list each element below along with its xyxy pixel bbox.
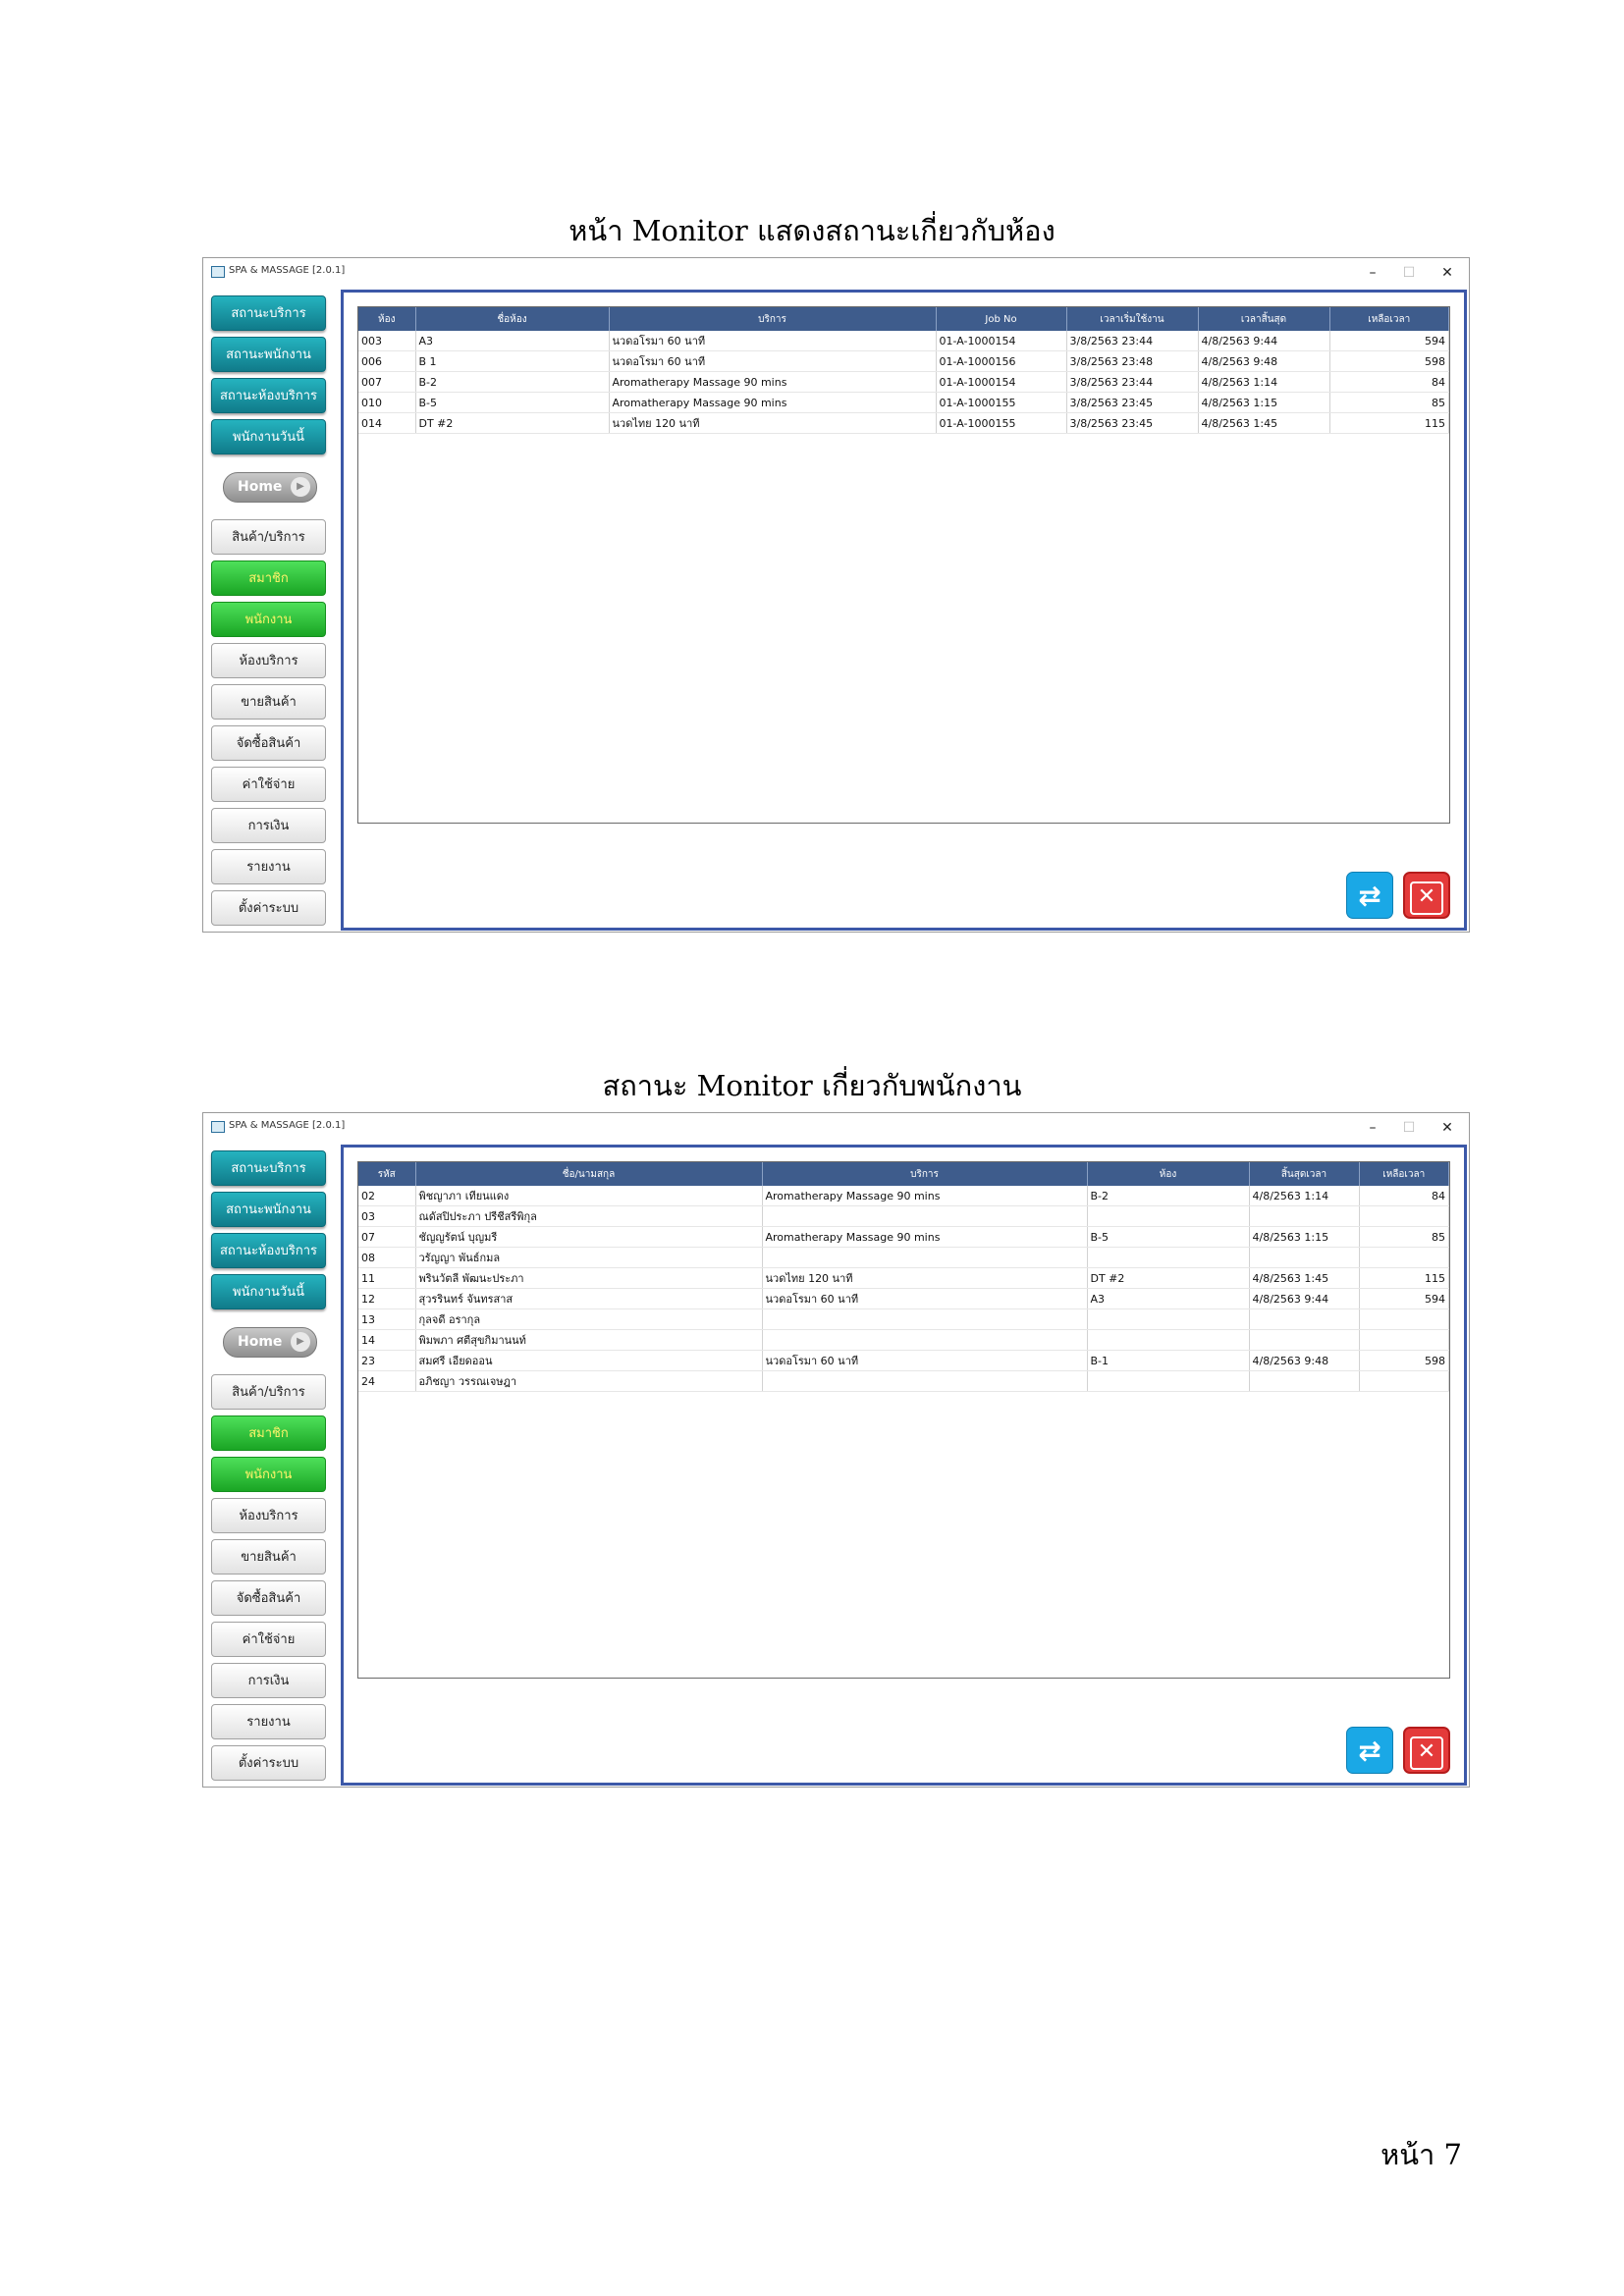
table-cell: 01-A-1000155 xyxy=(936,393,1066,413)
table-cell: 85 xyxy=(1329,393,1449,413)
table-row[interactable] xyxy=(358,1268,1449,1289)
table-cell: 12 xyxy=(358,1289,415,1309)
table-cell: Aromatherapy Massage 90 mins xyxy=(609,393,936,413)
table-cell: 13 xyxy=(358,1309,415,1330)
table-cell: 84 xyxy=(1359,1186,1449,1206)
table-cell: 4/8/2563 1:14 xyxy=(1198,372,1329,393)
refresh-button[interactable] xyxy=(1346,872,1393,919)
home-label: Home xyxy=(238,479,283,495)
table-cell xyxy=(1087,1248,1249,1268)
table-cell: B 1 xyxy=(415,351,609,372)
content-panel xyxy=(341,290,1467,931)
table-row[interactable] xyxy=(358,1351,1449,1371)
table-cell: 14 xyxy=(358,1330,415,1351)
table-cell: 07 xyxy=(358,1227,415,1248)
table-cell: Aromatherapy Massage 90 mins xyxy=(762,1227,1087,1248)
sidebar-item-purchasing[interactable]: จัดซื้อสินค้า xyxy=(211,725,326,761)
table-cell: 4/8/2563 9:44 xyxy=(1249,1289,1359,1309)
table-cell: 4/8/2563 9:48 xyxy=(1198,351,1329,372)
table-cell: 014 xyxy=(358,413,415,434)
table-cell: นวดไทย 120 นาที xyxy=(609,413,936,434)
app-window-staff-monitor xyxy=(202,1112,1470,1788)
table-cell xyxy=(1249,1206,1359,1227)
table-cell: Aromatherapy Massage 90 mins xyxy=(762,1186,1087,1206)
close-icon: ✕ xyxy=(1410,1736,1443,1770)
table-cell: 598 xyxy=(1359,1351,1449,1371)
window-close-button[interactable]: ✕ xyxy=(1441,1120,1453,1136)
table-cell xyxy=(1249,1248,1359,1268)
table-row[interactable] xyxy=(358,1309,1449,1330)
caption-staff-monitor: สถานะ Monitor เกี่ยวกับพนักงาน xyxy=(602,1069,1022,1102)
sidebar-item-staff-today[interactable]: พนักงานวันนี้ xyxy=(211,1274,326,1309)
table-cell: 594 xyxy=(1359,1289,1449,1309)
table-cell: B-2 xyxy=(1087,1186,1249,1206)
page-number: หน้า 7 xyxy=(1380,2138,1462,2171)
table-cell: 4/8/2563 1:45 xyxy=(1249,1268,1359,1289)
sidebar-item-products[interactable]: สินค้า/บริการ xyxy=(211,519,326,555)
table-cell: ชัญญรัตน์ บุญมรี xyxy=(415,1227,762,1248)
column-header[interactable]: เวลาสิ้นสุด xyxy=(1198,307,1329,331)
table-cell: 594 xyxy=(1329,331,1449,351)
maximize-button[interactable]: ☐ xyxy=(1402,265,1416,281)
table-cell: B-1 xyxy=(1087,1351,1249,1371)
caption-room-monitor: หน้า Monitor แสดงสถานะเกี่ยวกับห้อง xyxy=(568,214,1056,247)
column-header[interactable]: ชื่อห้อง xyxy=(415,307,609,331)
window-close-button[interactable]: ✕ xyxy=(1441,265,1453,281)
table-header-row xyxy=(358,1162,1449,1186)
column-header[interactable]: เวลาเริ่มใช้งาน xyxy=(1066,307,1198,331)
table-row[interactable] xyxy=(358,351,1449,372)
maximize-button[interactable]: ☐ xyxy=(1402,1120,1416,1136)
table-cell: 01-A-1000156 xyxy=(936,351,1066,372)
table-cell xyxy=(1249,1371,1359,1392)
sidebar-item-members[interactable]: สมาชิก xyxy=(211,561,326,596)
table-cell: 03 xyxy=(358,1206,415,1227)
table-cell: นวดอโรมา 60 นาที xyxy=(609,331,936,351)
table-cell: พิมพภา ศตีสุขกิมานนท์ xyxy=(415,1330,762,1351)
title-bar xyxy=(203,258,1469,288)
table-cell xyxy=(1087,1309,1249,1330)
sidebar-item-sales[interactable]: ขายสินค้า xyxy=(211,1539,326,1575)
table-cell: 01-A-1000154 xyxy=(936,331,1066,351)
table-row[interactable] xyxy=(358,1371,1449,1392)
table-cell xyxy=(762,1330,1087,1351)
sidebar-item-room-status[interactable]: สถานะห้องบริการ xyxy=(211,1233,326,1268)
table-cell: พรินวัตลี พัฒนะประภา xyxy=(415,1268,762,1289)
table-header-row xyxy=(358,307,1449,331)
table-row[interactable] xyxy=(358,1248,1449,1268)
table-cell xyxy=(762,1248,1087,1268)
home-label: Home xyxy=(238,1334,283,1350)
table-row[interactable] xyxy=(358,331,1449,351)
data-grid xyxy=(357,1161,1450,1679)
minimize-button[interactable]: – xyxy=(1369,1120,1377,1136)
data-grid xyxy=(357,306,1450,824)
sidebar-item-employees[interactable]: พนักงาน xyxy=(211,1457,326,1492)
table-cell: DT #2 xyxy=(415,413,609,434)
table-cell: B-5 xyxy=(1087,1227,1249,1248)
column-header[interactable]: ห้อง xyxy=(358,307,415,331)
table-cell: 3/8/2563 23:45 xyxy=(1066,413,1198,434)
table-cell: 007 xyxy=(358,372,415,393)
home-button[interactable] xyxy=(223,472,317,503)
sidebar-item-room-status[interactable]: สถานะห้องบริการ xyxy=(211,378,326,413)
table-cell: พิชญาภา เทียนแดง xyxy=(415,1186,762,1206)
table-cell: 4/8/2563 1:45 xyxy=(1198,413,1329,434)
table-cell xyxy=(1359,1371,1449,1392)
table-cell: 4/8/2563 9:44 xyxy=(1198,331,1329,351)
sidebar-item-staff-status[interactable]: สถานะพนักงาน xyxy=(211,337,326,372)
app-icon xyxy=(211,1121,225,1133)
sidebar-item-expenses[interactable]: ค่าใช้จ่าย xyxy=(211,1622,326,1657)
table-cell: 85 xyxy=(1359,1227,1449,1248)
table-cell: 24 xyxy=(358,1371,415,1392)
table-cell: สมศรี เอียดออน xyxy=(415,1351,762,1371)
refresh-button[interactable] xyxy=(1346,1727,1393,1774)
close-button[interactable] xyxy=(1403,872,1450,919)
sidebar-item-reports[interactable]: รายงาน xyxy=(211,849,326,884)
sidebar-item-staff-status[interactable]: สถานะพนักงาน xyxy=(211,1192,326,1227)
table-cell xyxy=(1249,1309,1359,1330)
table-cell: 010 xyxy=(358,393,415,413)
table-row[interactable] xyxy=(358,1227,1449,1248)
table-cell: DT #2 xyxy=(1087,1268,1249,1289)
close-button[interactable] xyxy=(1403,1727,1450,1774)
play-arrow-icon: ▶ xyxy=(291,1332,310,1352)
table-cell xyxy=(1359,1248,1449,1268)
window-title: SPA & MASSAGE [2.0.1] xyxy=(229,1120,346,1131)
sidebar-item-members[interactable]: สมาชิก xyxy=(211,1415,326,1451)
sidebar-item-sales[interactable]: ขายสินค้า xyxy=(211,684,326,720)
table-cell: กุลจดี อรากุล xyxy=(415,1309,762,1330)
table-cell: 3/8/2563 23:44 xyxy=(1066,372,1198,393)
table-row[interactable] xyxy=(358,1206,1449,1227)
content-panel xyxy=(341,1145,1467,1786)
table-cell xyxy=(1359,1330,1449,1351)
table-cell xyxy=(762,1206,1087,1227)
play-arrow-icon: ▶ xyxy=(291,477,310,497)
table-row[interactable] xyxy=(358,393,1449,413)
table-row[interactable] xyxy=(358,372,1449,393)
column-header[interactable]: บริการ xyxy=(609,307,936,331)
sidebar-item-finance[interactable]: การเงิน xyxy=(211,808,326,843)
table-cell: ณดัสปิประภา ปรีชีสรีพิกุล xyxy=(415,1206,762,1227)
table-cell: 3/8/2563 23:48 xyxy=(1066,351,1198,372)
table-cell: 006 xyxy=(358,351,415,372)
table-cell: 4/8/2563 1:15 xyxy=(1249,1227,1359,1248)
table-cell: 23 xyxy=(358,1351,415,1371)
table-row[interactable] xyxy=(358,413,1449,434)
column-header[interactable]: สิ้นสุดเวลา xyxy=(1249,1162,1359,1186)
sidebar-item-rooms[interactable]: ห้องบริการ xyxy=(211,643,326,678)
sidebar-item-service-status[interactable]: สถานะบริการ xyxy=(211,295,326,331)
sidebar-item-expenses[interactable]: ค่าใช้จ่าย xyxy=(211,767,326,802)
table-cell: 01-A-1000154 xyxy=(936,372,1066,393)
table-cell: สุวรรินทร์ จันทรสาส xyxy=(415,1289,762,1309)
table-row[interactable] xyxy=(358,1289,1449,1309)
table-cell: นวดไทย 120 นาที xyxy=(762,1268,1087,1289)
table-cell: 003 xyxy=(358,331,415,351)
sidebar-item-settings[interactable]: ตั้งค่าระบบ xyxy=(211,1745,326,1781)
app-icon xyxy=(211,266,225,278)
table-cell xyxy=(1087,1371,1249,1392)
table-cell: 3/8/2563 23:44 xyxy=(1066,331,1198,351)
table-cell: 598 xyxy=(1329,351,1449,372)
sidebar-item-reports[interactable]: รายงาน xyxy=(211,1704,326,1739)
table-cell xyxy=(1359,1309,1449,1330)
table-cell: วรัญญา พันธ์กมล xyxy=(415,1248,762,1268)
sidebar-item-employees[interactable]: พนักงาน xyxy=(211,602,326,637)
table-cell: นวดอโรมา 60 นาที xyxy=(609,351,936,372)
refresh-icon: ⇄ xyxy=(1358,1735,1381,1767)
refresh-icon: ⇄ xyxy=(1358,880,1381,912)
table-cell: 3/8/2563 23:45 xyxy=(1066,393,1198,413)
sidebar-item-staff-today[interactable]: พนักงานวันนี้ xyxy=(211,419,326,454)
room-status-table xyxy=(358,307,1449,434)
sidebar-item-service-status[interactable]: สถานะบริการ xyxy=(211,1150,326,1186)
table-cell xyxy=(1087,1206,1249,1227)
table-cell: นวดอโรมา 60 นาที xyxy=(762,1351,1087,1371)
sidebar-item-rooms[interactable]: ห้องบริการ xyxy=(211,1498,326,1533)
title-bar xyxy=(203,1113,1469,1143)
column-header[interactable]: เหลือเวลา xyxy=(1329,307,1449,331)
table-cell: A3 xyxy=(1087,1289,1249,1309)
table-cell: 4/8/2563 1:15 xyxy=(1198,393,1329,413)
column-header[interactable]: เหลือเวลา xyxy=(1359,1162,1449,1186)
table-cell: 11 xyxy=(358,1268,415,1289)
table-row[interactable] xyxy=(358,1186,1449,1206)
table-row[interactable] xyxy=(358,1330,1449,1351)
close-icon: ✕ xyxy=(1410,881,1443,915)
sidebar-item-products[interactable]: สินค้า/บริการ xyxy=(211,1374,326,1410)
minimize-button[interactable]: – xyxy=(1369,265,1377,281)
table-cell xyxy=(1359,1206,1449,1227)
table-cell: 01-A-1000155 xyxy=(936,413,1066,434)
table-cell: 84 xyxy=(1329,372,1449,393)
staff-status-table xyxy=(358,1162,1449,1392)
table-cell xyxy=(762,1371,1087,1392)
table-cell xyxy=(762,1309,1087,1330)
column-header[interactable]: บริการ xyxy=(762,1162,1087,1186)
column-header[interactable]: ชื่อ/นามสกุล xyxy=(415,1162,762,1186)
table-cell: 08 xyxy=(358,1248,415,1268)
table-cell xyxy=(1087,1330,1249,1351)
column-header[interactable]: รหัส xyxy=(358,1162,415,1186)
table-cell: B-2 xyxy=(415,372,609,393)
home-button[interactable] xyxy=(223,1327,317,1358)
sidebar-item-purchasing[interactable]: จัดซื้อสินค้า xyxy=(211,1580,326,1616)
table-cell: 02 xyxy=(358,1186,415,1206)
table-cell: 115 xyxy=(1359,1268,1449,1289)
table-cell: Aromatherapy Massage 90 mins xyxy=(609,372,936,393)
table-cell: 115 xyxy=(1329,413,1449,434)
column-header[interactable]: Job No xyxy=(936,307,1066,331)
column-header[interactable]: ห้อง xyxy=(1087,1162,1249,1186)
window-title: SPA & MASSAGE [2.0.1] xyxy=(229,265,346,276)
app-window-room-monitor xyxy=(202,257,1470,933)
sidebar-item-finance[interactable]: การเงิน xyxy=(211,1663,326,1698)
table-cell: 4/8/2563 9:48 xyxy=(1249,1351,1359,1371)
table-cell: อภิชญา วรรณเจษฎา xyxy=(415,1371,762,1392)
table-cell: 4/8/2563 1:14 xyxy=(1249,1186,1359,1206)
table-cell: นวดอโรมา 60 นาที xyxy=(762,1289,1087,1309)
sidebar-item-settings[interactable]: ตั้งค่าระบบ xyxy=(211,890,326,926)
table-cell: B-5 xyxy=(415,393,609,413)
table-cell xyxy=(1249,1330,1359,1351)
table-cell: A3 xyxy=(415,331,609,351)
